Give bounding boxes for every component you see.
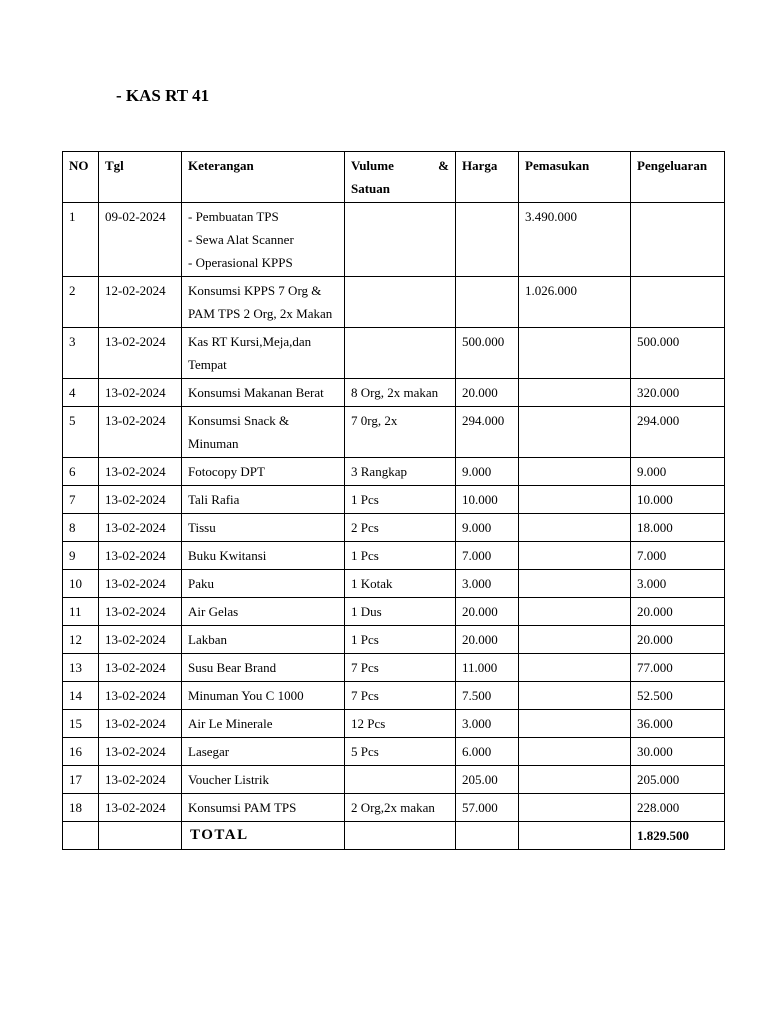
cell-pemasukan — [519, 682, 631, 710]
cell-no: 8 — [63, 514, 99, 542]
keterangan-line: - Operasional KPPS — [188, 255, 293, 270]
cell-volume: 8 Org, 2x makan — [345, 379, 456, 407]
cell-harga: 500.000 — [456, 328, 519, 379]
keterangan-line: Lasegar — [188, 744, 230, 759]
cell-harga: 57.000 — [456, 794, 519, 822]
cell-volume — [345, 766, 456, 794]
keterangan-line: Air Gelas — [188, 604, 239, 619]
header-volume-line2: Satuan — [351, 181, 391, 196]
cell-pengeluaran: 294.000 — [631, 407, 725, 458]
cell-volume: 1 Kotak — [345, 570, 456, 598]
cell-volume: 2 Pcs — [345, 514, 456, 542]
cell-volume: 7 0rg, 2x — [345, 407, 456, 458]
total-volume-cell — [345, 822, 456, 850]
total-no-cell — [63, 822, 99, 850]
keterangan-line: - Pembuatan TPS — [188, 209, 279, 224]
cell-keterangan — [182, 542, 345, 570]
cell-pemasukan — [519, 328, 631, 379]
cell-no: 16 — [63, 738, 99, 766]
cell-keterangan — [182, 458, 345, 486]
cell-no: 1 — [63, 203, 99, 277]
cell-pemasukan: 3.490.000 — [519, 203, 631, 277]
cell-tgl: 13-02-2024 — [99, 570, 182, 598]
cell-pengeluaran: 3.000 — [631, 570, 725, 598]
cell-keterangan — [182, 598, 345, 626]
cell-harga: 3.000 — [456, 570, 519, 598]
table-row — [63, 277, 725, 328]
table-row — [63, 598, 725, 626]
cell-pemasukan — [519, 379, 631, 407]
cell-volume: 3 Rangkap — [345, 458, 456, 486]
total-label: TOTAL — [182, 822, 345, 850]
keterangan-line: Buku Kwitansi — [188, 548, 267, 563]
cell-keterangan — [182, 514, 345, 542]
cell-pemasukan: 1.026.000 — [519, 277, 631, 328]
cell-harga: 7.500 — [456, 682, 519, 710]
cell-harga: 20.000 — [456, 626, 519, 654]
cell-no: 12 — [63, 626, 99, 654]
table-row — [63, 379, 725, 407]
cell-tgl: 13-02-2024 — [99, 542, 182, 570]
cell-tgl: 09-02-2024 — [99, 203, 182, 277]
cell-volume: 1 Pcs — [345, 486, 456, 514]
keterangan-line: Konsumsi PAM TPS — [188, 800, 297, 815]
keterangan-line: Konsumsi Snack & Minuman — [188, 413, 290, 451]
keterangan-line: Konsumsi KPPS 7 Org & PAM TPS 2 Org, 2x Makan — [188, 283, 333, 321]
cell-keterangan — [182, 794, 345, 822]
cell-pemasukan — [519, 710, 631, 738]
cell-pemasukan — [519, 794, 631, 822]
keterangan-line: Minuman You C 1000 — [188, 688, 304, 703]
cell-tgl: 13-02-2024 — [99, 794, 182, 822]
header-pengeluaran: Pengeluaran — [631, 152, 725, 203]
keterangan-line: Fotocopy DPT — [188, 464, 265, 479]
cell-harga — [456, 203, 519, 277]
keterangan-line: Konsumsi Makanan Berat — [188, 385, 324, 400]
cell-keterangan — [182, 766, 345, 794]
cell-volume: 1 Pcs — [345, 542, 456, 570]
cell-pengeluaran: 9.000 — [631, 458, 725, 486]
header-pemasukan: Pemasukan — [519, 152, 631, 203]
header-no: NO — [63, 152, 99, 203]
cell-pemasukan — [519, 514, 631, 542]
cell-tgl: 13-02-2024 — [99, 514, 182, 542]
cell-pengeluaran: 52.500 — [631, 682, 725, 710]
cell-keterangan — [182, 710, 345, 738]
cell-pemasukan — [519, 626, 631, 654]
cell-volume: 7 Pcs — [345, 682, 456, 710]
cell-pengeluaran: 18.000 — [631, 514, 725, 542]
cell-pemasukan — [519, 486, 631, 514]
table-body — [63, 203, 725, 822]
cell-volume — [345, 277, 456, 328]
keterangan-line: Susu Bear Brand — [188, 660, 277, 675]
cell-keterangan — [182, 682, 345, 710]
table-row — [63, 654, 725, 682]
cell-no: 15 — [63, 710, 99, 738]
keterangan-line: Kas RT Kursi,Meja,dan Tempat — [188, 334, 312, 372]
cell-keterangan — [182, 328, 345, 379]
cell-harga: 9.000 — [456, 514, 519, 542]
header-volume-line1: Vulume & — [351, 158, 449, 173]
cell-pengeluaran: 205.000 — [631, 766, 725, 794]
cell-no: 7 — [63, 486, 99, 514]
cell-harga: 11.000 — [456, 654, 519, 682]
cell-tgl: 13-02-2024 — [99, 710, 182, 738]
cell-tgl: 12-02-2024 — [99, 277, 182, 328]
table-row — [63, 738, 725, 766]
cell-no: 13 — [63, 654, 99, 682]
cell-keterangan — [182, 626, 345, 654]
cell-harga: 20.000 — [456, 598, 519, 626]
cell-tgl: 13-02-2024 — [99, 738, 182, 766]
cell-tgl: 13-02-2024 — [99, 682, 182, 710]
cell-pengeluaran: 228.000 — [631, 794, 725, 822]
header-keterangan: Keterangan — [182, 152, 345, 203]
cell-volume: 1 Dus — [345, 598, 456, 626]
cell-pemasukan — [519, 738, 631, 766]
cell-keterangan — [182, 277, 345, 328]
cell-keterangan — [182, 738, 345, 766]
cell-no: 3 — [63, 328, 99, 379]
table-row — [63, 458, 725, 486]
cell-tgl: 13-02-2024 — [99, 598, 182, 626]
cell-no: 10 — [63, 570, 99, 598]
keterangan-line: Tali Rafia — [188, 492, 240, 507]
cell-tgl: 13-02-2024 — [99, 626, 182, 654]
cell-no: 4 — [63, 379, 99, 407]
table-row — [63, 570, 725, 598]
cell-no: 6 — [63, 458, 99, 486]
cell-pemasukan — [519, 407, 631, 458]
total-pengeluaran: 1.829.500 — [631, 822, 725, 850]
cell-harga: 6.000 — [456, 738, 519, 766]
header-tgl: Tgl — [99, 152, 182, 203]
keterangan-line: Lakban — [188, 632, 227, 647]
cell-no: 14 — [63, 682, 99, 710]
cell-tgl: 13-02-2024 — [99, 654, 182, 682]
cell-pengeluaran: 77.000 — [631, 654, 725, 682]
cell-pengeluaran: 500.000 — [631, 328, 725, 379]
cell-pemasukan — [519, 598, 631, 626]
table-row — [63, 626, 725, 654]
cell-pengeluaran: 30.000 — [631, 738, 725, 766]
cell-volume — [345, 203, 456, 277]
cell-pengeluaran: 7.000 — [631, 542, 725, 570]
cell-no: 2 — [63, 277, 99, 328]
cell-harga — [456, 277, 519, 328]
cell-harga: 20.000 — [456, 379, 519, 407]
total-tgl-cell — [99, 822, 182, 850]
cell-harga: 3.000 — [456, 710, 519, 738]
cell-pengeluaran: 320.000 — [631, 379, 725, 407]
cell-harga: 294.000 — [456, 407, 519, 458]
document-title: - KAS RT 41 — [116, 86, 210, 105]
cell-pengeluaran: 10.000 — [631, 486, 725, 514]
header-volume — [345, 152, 456, 203]
cell-pemasukan — [519, 654, 631, 682]
cell-tgl: 13-02-2024 — [99, 486, 182, 514]
cell-keterangan — [182, 407, 345, 458]
kas-table — [62, 151, 725, 850]
cell-harga: 10.000 — [456, 486, 519, 514]
total-pemasukan-cell — [519, 822, 631, 850]
cell-no: 11 — [63, 598, 99, 626]
cell-pengeluaran — [631, 203, 725, 277]
keterangan-line: Air Le Minerale — [188, 716, 273, 731]
cell-harga: 7.000 — [456, 542, 519, 570]
keterangan-line: - Sewa Alat Scanner — [188, 232, 294, 247]
table-row — [63, 203, 725, 277]
cell-pengeluaran: 20.000 — [631, 598, 725, 626]
cell-volume: 1 Pcs — [345, 626, 456, 654]
keterangan-line: Tissu — [188, 520, 216, 535]
table-row — [63, 486, 725, 514]
table-row — [63, 794, 725, 822]
total-harga-cell — [456, 822, 519, 850]
cell-pemasukan — [519, 570, 631, 598]
cell-volume: 7 Pcs — [345, 654, 456, 682]
cell-tgl: 13-02-2024 — [99, 766, 182, 794]
cell-keterangan — [182, 570, 345, 598]
cell-pengeluaran: 36.000 — [631, 710, 725, 738]
table-row — [63, 328, 725, 379]
cell-no: 9 — [63, 542, 99, 570]
cell-keterangan — [182, 379, 345, 407]
cell-tgl: 13-02-2024 — [99, 328, 182, 379]
table-row — [63, 407, 725, 458]
cell-pemasukan — [519, 542, 631, 570]
total-row — [63, 822, 725, 850]
cell-volume: 2 Org,2x makan — [345, 794, 456, 822]
cell-no: 18 — [63, 794, 99, 822]
cell-keterangan — [182, 654, 345, 682]
table-row — [63, 542, 725, 570]
cell-harga: 205.00 — [456, 766, 519, 794]
cell-keterangan — [182, 486, 345, 514]
cell-tgl: 13-02-2024 — [99, 407, 182, 458]
cell-volume — [345, 328, 456, 379]
cell-volume: 12 Pcs — [345, 710, 456, 738]
header-row — [63, 152, 725, 203]
table-row — [63, 682, 725, 710]
table-row — [63, 766, 725, 794]
cell-no: 17 — [63, 766, 99, 794]
cell-pengeluaran — [631, 277, 725, 328]
cell-tgl: 13-02-2024 — [99, 458, 182, 486]
cell-pemasukan — [519, 458, 631, 486]
cell-no: 5 — [63, 407, 99, 458]
keterangan-line: Voucher Listrik — [188, 772, 269, 787]
cell-keterangan — [182, 203, 345, 277]
cell-volume: 5 Pcs — [345, 738, 456, 766]
table-row — [63, 514, 725, 542]
cell-pengeluaran: 20.000 — [631, 626, 725, 654]
header-harga: Harga — [456, 152, 519, 203]
keterangan-line: Paku — [188, 576, 214, 591]
cell-pemasukan — [519, 766, 631, 794]
cell-harga: 9.000 — [456, 458, 519, 486]
table-row — [63, 710, 725, 738]
cell-tgl: 13-02-2024 — [99, 379, 182, 407]
